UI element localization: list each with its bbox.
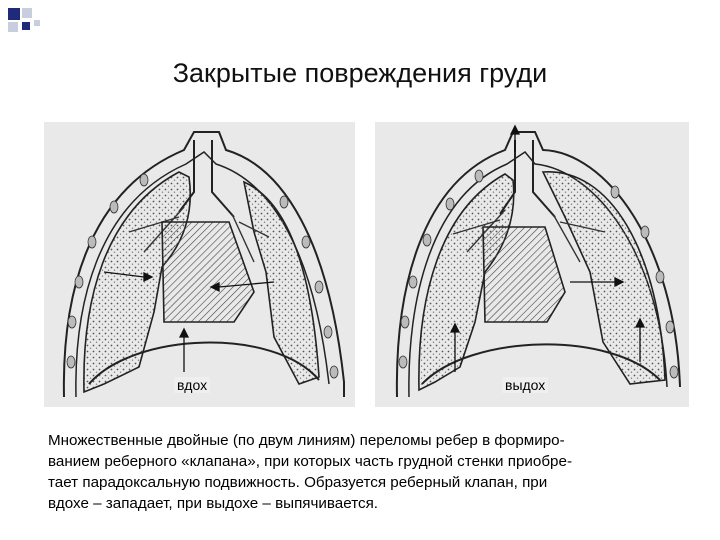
chest-illustration-exhale — [375, 122, 689, 407]
accent-square-light — [22, 8, 32, 18]
accent-square-dark — [22, 22, 30, 30]
caption-line: Множественные двойные (по двум линиям) переломы ребер в формиро- — [48, 432, 565, 449]
slide-caption — [48, 430, 688, 514]
accent-square-dark — [8, 8, 20, 20]
slide-title: Закрытые повреждения груди — [172, 58, 548, 88]
decorative-squares — [0, 0, 60, 40]
caption-line: тает парадоксальную подвижность. Образуется реберный клапан, при — [48, 474, 548, 491]
caption-line: ванием реберного «клапана», при которых часть грудной стенки приобре- — [48, 453, 572, 470]
chest-diagram-inhale — [44, 122, 355, 407]
chest-diagram-exhale — [375, 122, 689, 407]
accent-square-light — [34, 20, 40, 26]
accent-square-light — [8, 22, 18, 32]
chest-illustration-inhale — [44, 122, 355, 407]
figure-label-exhale: выдох — [502, 377, 548, 393]
caption-line: вдохе – западает, при выдохе – выпячивается. — [48, 495, 379, 512]
figure-label-inhale: вдох — [174, 377, 210, 393]
